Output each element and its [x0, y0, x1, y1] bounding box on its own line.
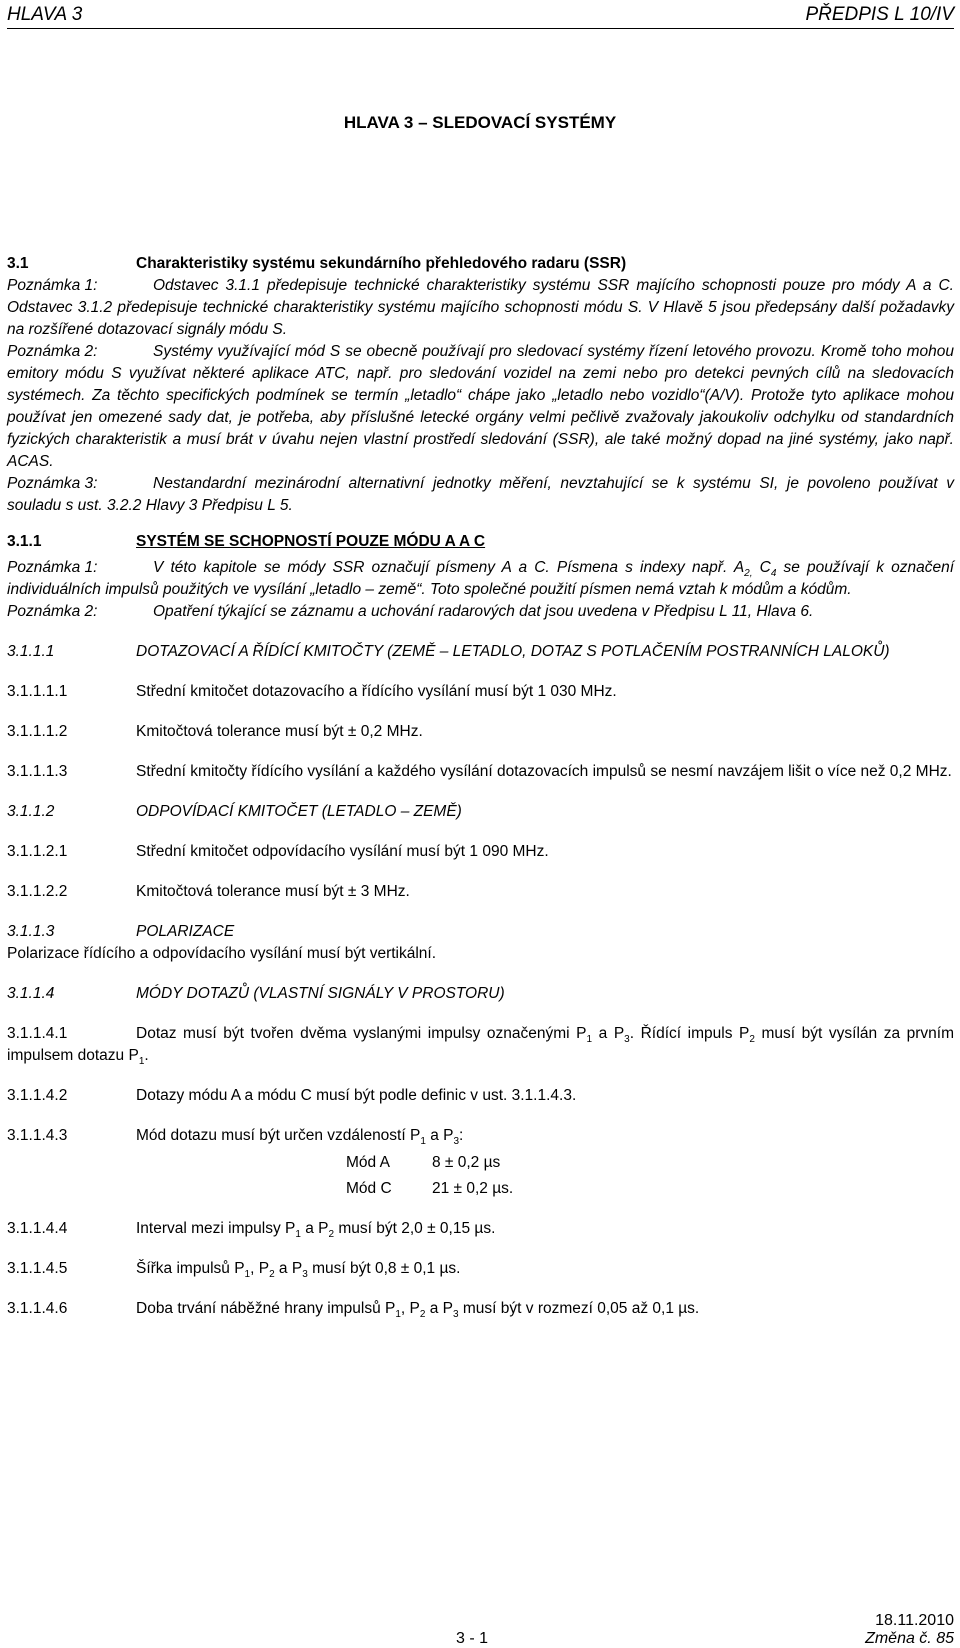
paragraph-text: musí být 2,0 ± 0,15 µs.	[334, 1220, 496, 1237]
page-header	[7, 4, 954, 29]
note-text: Opatření týkající se záznamu a uchování radarových dat jsou uvedena v Předpisu L 11, Hlava 6.	[153, 603, 814, 620]
paragraph-text: Dotaz musí být tvořen dvěma vyslanými impulsy označenými P	[136, 1025, 587, 1042]
paragraph-number: 3.1.1.1.1	[7, 683, 68, 700]
footer-date: 18.11.2010	[875, 1612, 954, 1629]
note-text: V této kapitole se módy SSR označují písmeny A a C. Písmena s indexy např. A	[153, 559, 745, 576]
paragraph-number: 3.1.1.4.1	[7, 1025, 68, 1042]
note-label: Poznámka 1:	[7, 277, 98, 294]
subscript: 3	[624, 1034, 630, 1046]
paragraph-text: musí být v rozmezí 0,05 až 0,1 µs.	[458, 1300, 700, 1317]
paragraph-text: , P	[400, 1300, 420, 1317]
paragraph-3-1-1-4-1	[7, 1023, 954, 1067]
paragraph-text: musí být 0,8 ± 0,1 µs.	[307, 1260, 461, 1277]
subscript: 1	[244, 1269, 251, 1281]
paragraph-3-1-1-1-1	[7, 681, 954, 703]
note-1	[7, 557, 954, 601]
paragraph-text: Střední kmitočty řídícího vysílání a každého vysílání dotazovacích impulsů se nesmí navzájem lišit o více než 0,2 MHz.	[136, 763, 952, 780]
note-label: Poznámka 2:	[7, 343, 98, 360]
subscript: 1	[138, 1056, 145, 1068]
subscript: 1	[420, 1136, 426, 1148]
section-number: 3.1.1.4	[7, 985, 55, 1002]
paragraph-text: musí být vysílán za prvním impulsem dotazu P	[7, 1025, 954, 1064]
section-title: SYSTÉM SE SCHOPNOSTÍ POUZE MÓDU A A C	[136, 533, 486, 550]
paragraph-3-1-1-4-6	[7, 1298, 954, 1320]
subscript: 4	[770, 568, 777, 580]
note-label: Poznámka 2:	[7, 603, 98, 620]
subscript: 3	[453, 1309, 459, 1321]
section-title: ODPOVÍDACÍ KMITOČET (LETADLO – ZEMĚ)	[136, 803, 462, 820]
paragraph-text: Dotazy módu A a módu C musí být podle definic v ust. 3.1.1.4.3.	[136, 1087, 577, 1104]
note-text-continued: V Hlavě 5 jsou předepsány další požadavky na rozšířené dotazovací signály módu S.	[7, 299, 954, 338]
mode-spacing-table	[7, 1152, 954, 1200]
paragraph-3-1-1-1-2	[7, 721, 954, 743]
footer-change-number: Změna č. 85	[865, 1630, 954, 1647]
paragraph-text: Kmitočtová tolerance musí být ± 3 MHz.	[136, 883, 410, 900]
note-text: Systémy využívající mód S se obecně používají pro sledovací systémy řízení letového provozu. Kromě toho mohou emitory módu S využívat některé aplikace ATC, např. pro sledování vozidel na zemi nebo pro detekci pevných cílů na sledovacích systémech. Za těchto specifických podmínek se termín „letadlo“ chápe jako „letadlo nebo vozidlo“(A/V). Protože tyto aplikace mohou používat jen omezené sady dat, je potřeba, aby příslušné letecké orgány velmi pečlivě zvažovaly jakoukoliv odchylku od standardních fyzických charakteristik a musí brát v úvahu nejen vlastní prostředí sledování (SSR), ale také možný dopad na jiné systémy, jako např. ACAS.	[7, 343, 954, 470]
subscript: 3	[302, 1269, 308, 1281]
paragraph-number: 3.1.1.1.3	[7, 763, 68, 780]
paragraph-text: Doba trvání náběžné hrany impulsů P	[136, 1300, 396, 1317]
subscript: 2	[749, 1034, 755, 1046]
paragraph-number: 3.1.1.1.2	[7, 723, 68, 740]
paragraph-text: .	[144, 1047, 149, 1064]
section-number: 3.1.1	[7, 533, 42, 550]
section-3-1-1-3-heading	[7, 921, 954, 943]
mode-value: 21 ± 0,2 µs.	[432, 1180, 514, 1197]
paragraph-number: 3.1.1.4.4	[7, 1220, 68, 1237]
note-text: Nestandardní mezinárodní alternativní jednotky měření, nevztahující se k systému SI, je povoleno používat v souladu s ust. 3.2.2 Hlavy 3 Předpisu L 5.	[7, 475, 954, 514]
paragraph-polarization: Polarizace řídícího a odpovídacího vysílání musí být vertikální.	[7, 945, 437, 962]
chapter-title: HLAVA 3 – SLEDOVACÍ SYSTÉMY	[343, 113, 617, 132]
paragraph-3-1-1-4-5	[7, 1258, 954, 1280]
note-2	[7, 601, 954, 623]
note-text: se používají k označení individuálních impulsů použitých ve vysílání „letadlo – země“. Toto společné použití písmen nemá vztah k módům a kódům.	[7, 559, 954, 598]
subscript: 2	[328, 1229, 335, 1241]
section-3-1-1-1-heading	[7, 641, 954, 663]
paragraph-number: 3.1.1.4.3	[7, 1127, 68, 1144]
mode-value: 8 ± 0,2 µs	[432, 1154, 501, 1171]
note-label: Poznámka 3:	[7, 475, 98, 492]
paragraph-3-1-1-2-1	[7, 841, 954, 863]
mode-row	[346, 1152, 954, 1174]
paragraph-3-1-1-4-3	[7, 1125, 954, 1147]
subscript: 2	[419, 1309, 426, 1321]
paragraph-text: . Řídící impuls P	[629, 1025, 750, 1042]
paragraph-text: Interval mezi impulsy P	[136, 1220, 296, 1237]
subscript: 1	[395, 1309, 401, 1321]
section-title: DOTAZOVACÍ A ŘÍDÍCÍ KMITOČTY (ZEMĚ – LETADLO, DOTAZ S POTLAČENÍM POSTRANNÍCH LALOKŮ)	[136, 643, 890, 660]
note-text: C	[752, 559, 771, 576]
note-label: Poznámka 1:	[7, 559, 98, 576]
note-3	[7, 473, 954, 517]
section-title: Charakteristiky systému sekundárního přehledového radaru (SSR)	[136, 255, 627, 272]
note-text: Odstavec 3.1.1 předepisuje technické charakteristiky systému SSR majícího schopnosti pouze pro módy A a C. Odstavec 3.1.2 předepisuje technické charakteristiky systému majícího schopnosti módu S.	[7, 277, 954, 316]
mode-row	[346, 1178, 954, 1200]
subscript: 1	[295, 1229, 301, 1241]
paragraph-number: 3.1.1.4.2	[7, 1087, 68, 1104]
paragraph-text: a P	[300, 1220, 329, 1237]
footer-page-number: 3 - 1	[456, 1630, 489, 1647]
header-chapter: HLAVA 3	[7, 4, 83, 25]
paragraph-text: a P	[592, 1025, 625, 1042]
paragraph-number: 3.1.1.4.5	[7, 1260, 68, 1277]
paragraph-number: 3.1.1.4.6	[7, 1300, 68, 1317]
paragraph-number: 3.1.1.2.2	[7, 883, 68, 900]
paragraph-text: Kmitočtová tolerance musí být ± 0,2 MHz.	[136, 723, 423, 740]
paragraph-3-1-1-2-2	[7, 881, 954, 903]
paragraph-number: 3.1.1.2.1	[7, 843, 68, 860]
paragraph-text: Střední kmitočet odpovídacího vysílání musí být 1 090 MHz.	[136, 843, 549, 860]
note-1	[7, 275, 954, 341]
header-regulation: PŘEDPIS L 10/IV	[805, 4, 954, 25]
paragraph-text: a P	[425, 1300, 454, 1317]
paragraph-text: :	[459, 1127, 464, 1144]
paragraph-3-1-1-4-4	[7, 1218, 954, 1240]
paragraph-3-1-1-4-2	[7, 1085, 954, 1107]
paragraph-text: a P	[425, 1127, 454, 1144]
mode-label: Mód C	[346, 1180, 392, 1197]
paragraph-text: a P	[274, 1260, 303, 1277]
paragraph-text: Mód dotazu musí být určen vzdáleností P	[136, 1127, 421, 1144]
section-number: 3.1	[7, 255, 29, 272]
section-number: 3.1.1.3	[7, 923, 55, 940]
subscript: 3	[453, 1136, 460, 1148]
section-3-1-1-heading	[7, 531, 954, 553]
paragraph-text: , P	[250, 1260, 270, 1277]
paragraph-3-1-1-1-3	[7, 761, 954, 783]
section-3-1-1-2-heading	[7, 801, 954, 823]
section-title: MÓDY DOTAZŮ (VLASTNÍ SIGNÁLY V PROSTORU)	[136, 985, 505, 1002]
section-number: 3.1.1.1	[7, 643, 55, 660]
subscript: 2,	[744, 568, 753, 580]
document-body	[7, 253, 954, 1320]
subscript: 1	[586, 1034, 593, 1046]
note-2	[7, 341, 954, 473]
subscript: 2	[269, 1269, 275, 1281]
section-3-1-heading	[7, 253, 954, 275]
section-3-1-1-4-heading	[7, 983, 954, 1005]
paragraph-text: Střední kmitočet dotazovacího a řídícího vysílání musí být 1 030 MHz.	[136, 683, 617, 700]
section-number: 3.1.1.2	[7, 803, 55, 820]
section-title: POLARIZACE	[136, 923, 235, 940]
mode-label: Mód A	[346, 1154, 390, 1171]
paragraph-text: Šířka impulsů P	[136, 1260, 245, 1277]
